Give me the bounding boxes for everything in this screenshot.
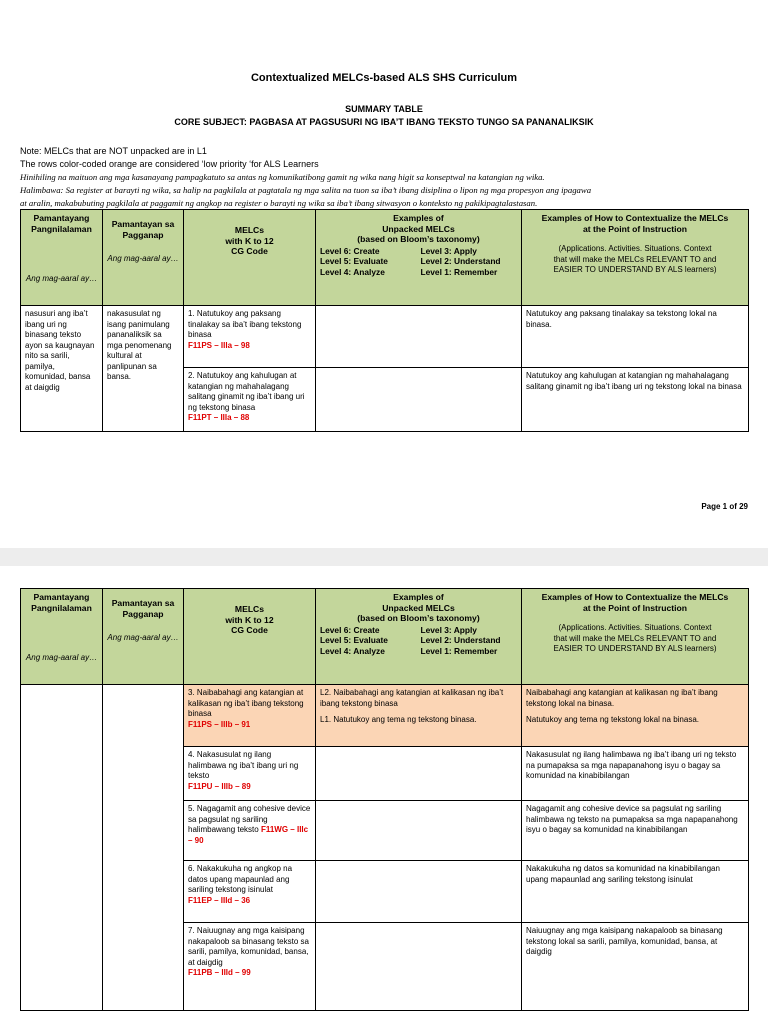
header-contextualize-l4: that will make the MELCs RELEVANT TO and	[553, 633, 717, 643]
header-contextualize-l1: Examples of How to Contextualize the MELCs	[541, 592, 729, 602]
header-contextualize-l5: EASIER TO UNDERSTAND BY ALS learners)	[553, 265, 717, 274]
performance-standard-cell	[103, 685, 184, 1011]
header-performance-standard-sub: Ang mag-aaral ay…	[107, 633, 179, 642]
header-performance-standard-title: Pamantayan sa Pagganap	[111, 598, 175, 619]
header-unpacked-l3: (based on Bloom’s taxonomy)	[357, 613, 480, 623]
level-3: Level 3: Apply	[420, 624, 477, 635]
header-contextualize-l3: (Applications. Activities. Situations. Context	[558, 244, 712, 253]
level-2: Level 2: Understand	[420, 256, 501, 266]
bloom-levels	[320, 246, 517, 278]
unpacked-cell	[316, 923, 522, 1011]
melc-text: 5. Nagagamit ang cohesive device sa pagsulat ng sariling halimbawang teksto	[188, 804, 311, 834]
header-unpacked	[316, 589, 522, 685]
header-performance-standard-sub: Ang mag-aaral ay…	[107, 254, 179, 263]
summary-table-1	[20, 209, 749, 432]
table-header-row	[21, 589, 749, 685]
context-cell: Naiuugnay ang mga kaisipang nakapaloob sa binasang tekstong lokal sa sarili, pamilya, komunidad, bansa, at daigdig	[522, 923, 749, 1011]
content-standard-cell	[21, 685, 103, 1011]
header-unpacked-l3: (based on Bloom’s taxonomy)	[357, 234, 480, 244]
header-melcs	[184, 210, 316, 306]
header-contextualize-l4: that will make the MELCs RELEVANT TO and	[553, 254, 717, 264]
header-melcs-l1: MELCs	[234, 225, 265, 235]
header-contextualize-l2: at the Point of Instruction	[582, 223, 688, 234]
level-6: Level 6: Create	[320, 245, 380, 256]
header-content-standard	[21, 589, 103, 685]
melc-cell	[184, 801, 316, 861]
header-content-standard-sub: Ang mag-aaral ay…	[25, 274, 98, 283]
melc-text: 4. Nakasusulat ng ilang halimbawa ng iba’t ibang uri ng teksto	[188, 750, 299, 780]
table-row	[21, 306, 749, 368]
context-text-1: Naibabahagi ang katangian at kalikasan ng iba’t ibang tekstong lokal na binasa.	[526, 688, 718, 708]
cg-code: F11EP – IIId – 36	[188, 895, 251, 905]
melc-cell	[184, 747, 316, 801]
melc-cell	[184, 861, 316, 923]
unpacked-cell	[316, 861, 522, 923]
summary-table-heading: SUMMARY TABLE	[345, 104, 423, 114]
cg-code: F11PU – IIIb – 89	[188, 781, 251, 791]
context-cell	[522, 685, 749, 747]
cg-code: F11PT – IIIa – 88	[188, 413, 250, 422]
context-cell: Nakasusulat ng ilang halimbawa ng iba’t ibang uri ng teksto na pumapaksa sa mga napapanahong isyu o bagay sa komunidad na kinabibilangan	[522, 747, 749, 801]
header-unpacked-l2: Unpacked MELCs	[382, 223, 455, 234]
level-3: Level 3: Apply	[420, 245, 477, 256]
melc-text: 6. Nakakukuha ng angkop na datos upang mapaunlad ang sariling tekstong isinulat	[188, 864, 293, 894]
header-content-standard-sub: Ang mag-aaral ay…	[25, 653, 98, 662]
header-content-standard	[21, 210, 103, 306]
note-line-4: Halimbawa: Sa register at barayti ng wika, sa halip na pagkilala at pagtatala ng mga salita na tuon sa iba’t ibang disiplina o lipon ng mga propesyon ang ipagawa	[20, 185, 592, 195]
header-melcs-l3: CG Code	[231, 625, 268, 635]
context-cell: Natutukoy ang paksang tinalakay sa tekstong lokal na binasa.	[522, 306, 749, 368]
level-6: Level 6: Create	[320, 624, 380, 635]
performance-standard-cell: nakasusulat ng isang panimulang pananaliksik sa mga penomenang kultural at panlipunan sa bansa.	[103, 306, 184, 432]
page-gap	[0, 548, 768, 566]
melc-text: 2. Natutukoy ang kahulugan at katangian ng mahahalagang salitang ginamit ng iba’t ibang uri ng tekstong binasa	[188, 371, 305, 412]
cg-code: F11PS – IIIa – 98	[188, 340, 250, 350]
bloom-levels	[320, 625, 517, 657]
context-text-2: Natutukoy ang tema ng tekstong lokal na binasa.	[526, 715, 699, 724]
melc-cell	[184, 306, 316, 368]
header-contextualize-l5: EASIER TO UNDERSTAND BY ALS learners)	[553, 644, 717, 653]
unpacked-cell	[316, 801, 522, 861]
unpacked-l1: L1. Natutukoy ang tema ng tekstong binasa.	[320, 715, 477, 724]
header-performance-standard	[103, 589, 184, 685]
melc-text: 3. Naibabahagi ang katangian at kalikasan ng iba’t ibang tekstong binasa	[188, 688, 304, 718]
header-content-standard-title: Pamantayang Pangnilalaman	[31, 592, 92, 613]
level-5: Level 5: Evaluate	[320, 256, 388, 266]
melc-cell	[184, 685, 316, 747]
header-melcs-l2: with K to 12	[225, 614, 274, 625]
unpacked-l2: L2. Naibabahagi ang katangian at kalikasan ng iba’t ibang tekstong binasa	[320, 688, 504, 708]
header-unpacked-l1: Examples of	[393, 592, 444, 602]
level-5: Level 5: Evaluate	[320, 635, 388, 645]
context-cell: Nakakukuha ng datos sa komunidad na kinabibilangan upang mapaunlad ang sariling tekstong isinulat	[522, 861, 749, 923]
table-header-row	[21, 210, 749, 306]
header-melcs	[184, 589, 316, 685]
summary-table-2	[20, 588, 749, 1011]
context-cell: Nagagamit ang cohesive device sa pagsulat ng sariling halimbawa ng teksto na pumapaksa sa mga napapanahong isyu o bagay sa komunidad na kinabibilangan	[522, 801, 749, 861]
header-performance-standard	[103, 210, 184, 306]
header-melcs-l2: with K to 12	[225, 235, 274, 246]
header-melcs-l1: MELCs	[234, 604, 265, 614]
unpacked-cell	[316, 685, 522, 747]
header-unpacked	[316, 210, 522, 306]
note-line-1: Note: MELCs that are NOT unpacked are in L1	[20, 146, 207, 156]
page-2	[0, 566, 768, 1024]
core-subject-heading: CORE SUBJECT: PAGBASA AT PAGSUSURI NG IBA’T IBANG TEKSTO TUNGO SA PANANALIKSIK	[174, 117, 594, 127]
level-4: Level 4: Analyze	[320, 645, 385, 656]
unpacked-cell	[316, 306, 522, 368]
page-number: Page 1 of 29	[701, 502, 748, 511]
unpacked-cell	[316, 747, 522, 801]
melc-cell	[184, 923, 316, 1011]
header-contextualize	[522, 210, 749, 306]
header-melcs-l3: CG Code	[231, 246, 268, 256]
note-line-5: at aralin, makabubuting pagkilala at paggamit ng angkop na register o barayti ng wika sa iba’t ibang sitwasyon o konteksto ng pakikipagtalastasan.	[20, 198, 538, 208]
header-contextualize-l2: at the Point of Instruction	[582, 602, 688, 613]
header-content-standard-title: Pamantayang Pangnilalaman	[31, 213, 92, 234]
melc-text: 7. Naiuugnay ang mga kaisipang nakapaloob sa binasang teksto sa sarili, pamilya, komunidad, bansa, at daigdig	[188, 926, 309, 967]
cg-code: F11WG – IIIc – 90	[188, 825, 309, 845]
header-contextualize	[522, 589, 749, 685]
note-line-2: The rows color-coded orange are considered ‘low priority ‘for ALS Learners	[20, 159, 319, 169]
document-title: Contextualized MELCs-based ALS SHS Curriculum	[250, 72, 518, 84]
header-unpacked-l1: Examples of	[393, 213, 444, 223]
header-performance-standard-title: Pamantayan sa Pagganap	[111, 219, 175, 240]
cg-code: F11PS – IIIb – 91	[188, 719, 251, 729]
level-2: Level 2: Understand	[420, 635, 501, 645]
content-standard-cell: nasusuri ang iba’t ibang uri ng binasang teksto ayon sa kaugnayan nito sa sarili, pamilya, komunidad, bansa at daigdig	[21, 306, 103, 432]
level-1: Level 1: Remember	[420, 645, 498, 656]
unpacked-cell	[316, 368, 522, 432]
note-line-3: Hinihiling na maituon ang mga kasanayang pampagkatuto sa antas ng komunikatibong gamit ng wika nang higit sa konseptwal na katangian ng wika.	[20, 172, 545, 182]
header-contextualize-l3: (Applications. Activities. Situations. Context	[558, 623, 712, 632]
melc-text: 1. Natutukoy ang paksang tinalakay sa iba’t ibang tekstong binasa	[188, 309, 302, 339]
level-1: Level 1: Remember	[420, 266, 498, 277]
header-unpacked-l2: Unpacked MELCs	[382, 602, 455, 613]
cg-code: F11PB – IIId – 99	[188, 968, 251, 977]
table-row-low-priority	[21, 685, 749, 747]
header-contextualize-l1: Examples of How to Contextualize the MELCs	[541, 213, 729, 223]
level-4: Level 4: Analyze	[320, 266, 385, 277]
melc-cell	[184, 368, 316, 432]
context-cell: Natutukoy ang kahulugan at katangian ng mahahalagang salitang ginamit ng iba’t ibang uri ng tekstong lokal na binasa	[522, 368, 749, 432]
